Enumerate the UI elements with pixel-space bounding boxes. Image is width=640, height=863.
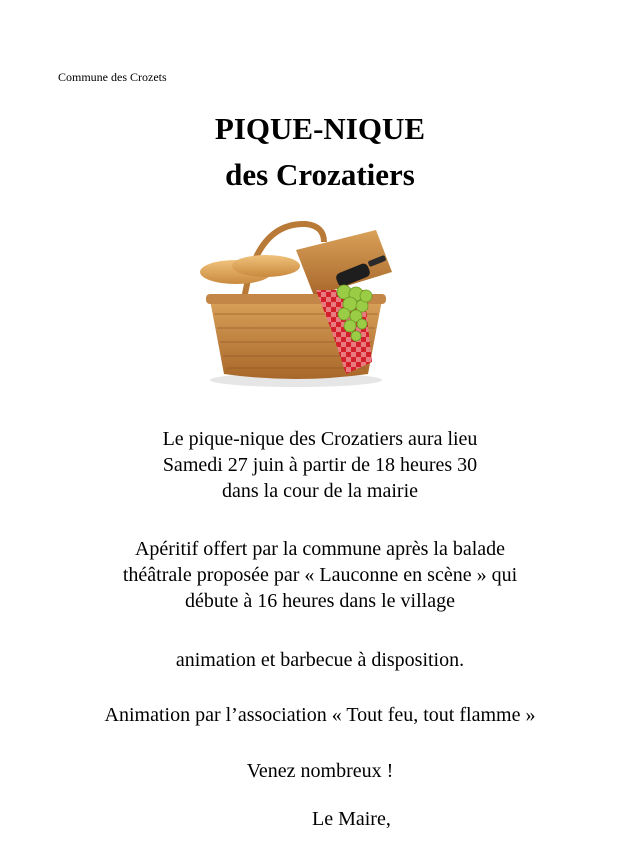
page-subtitle: des Crozatiers [225, 157, 415, 192]
aperitif-details [0, 536, 640, 614]
closing-invitation: Venez nombreux ! [246, 760, 394, 782]
event-details-line: Samedi 27 juin à partir de 18 heures 30 [162, 454, 478, 476]
mayor-signature: Le Maire, [312, 808, 391, 830]
association-note: Animation par l’association « Tout feu, tout flamme » [104, 704, 536, 726]
event-details [0, 426, 640, 504]
aperitif-line: débute à 16 heures dans le village [185, 590, 455, 612]
event-details-line: Le pique-nique des Crozatiers aura lieu [162, 428, 478, 450]
event-details-line: dans la cour de la mairie [221, 480, 419, 502]
aperitif-line: Apéritif offert par la commune après la balade [134, 538, 506, 560]
picnic-basket-icon [196, 212, 408, 390]
aperitif-line: théâtrale proposée par « Lauconne en scène » qui [122, 564, 518, 586]
page-title: PIQUE-NIQUE [214, 111, 426, 146]
commune-header: Commune des Crozets [58, 70, 167, 84]
barbecue-note: animation et barbecue à disposition. [175, 649, 465, 671]
